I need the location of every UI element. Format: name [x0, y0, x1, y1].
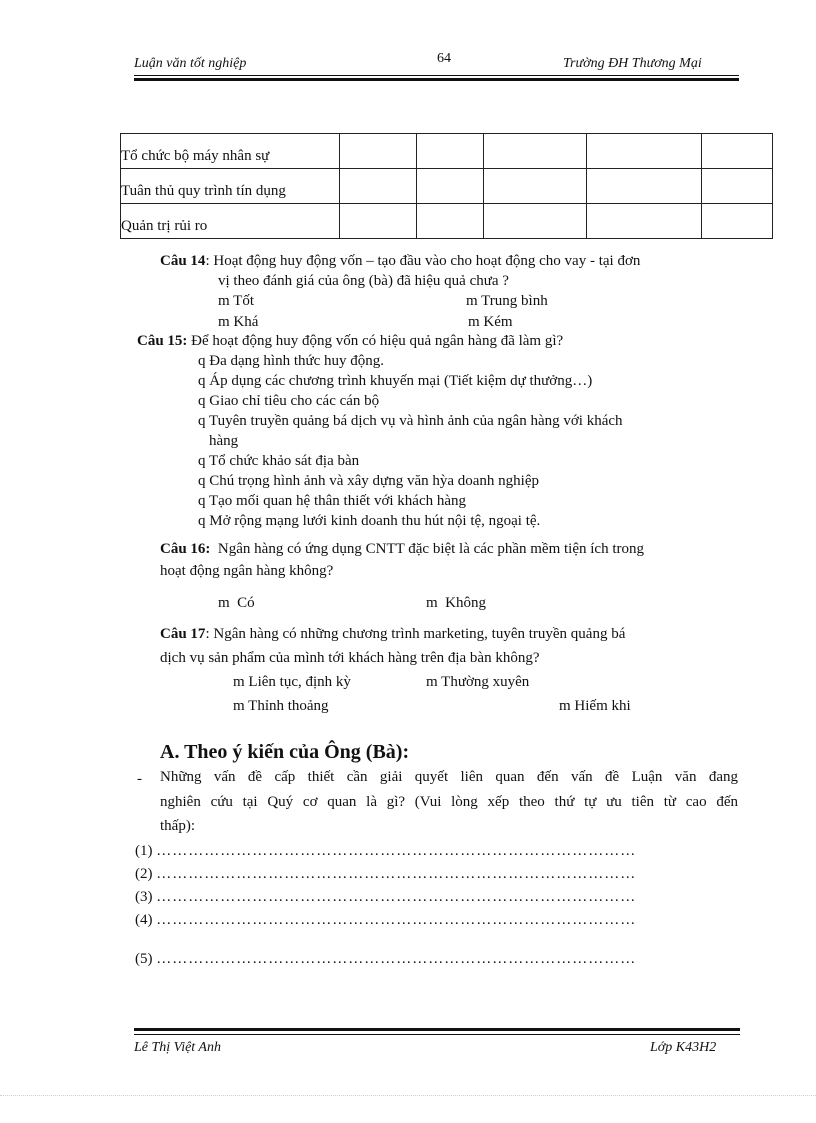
option-label: Khá [233, 314, 259, 330]
radio-icon: m [468, 314, 480, 330]
answer-number: (1) [135, 843, 153, 859]
header-left: Luận văn tốt nghiệp [134, 56, 247, 71]
answer-dots: ……………………………………………………………………………… [156, 951, 637, 967]
answer-dots: ……………………………………………………………………………… [156, 843, 637, 859]
section-a-dash: - [137, 771, 142, 787]
option-label: Kém [483, 314, 513, 330]
checkbox-icon: q [198, 373, 206, 389]
checkbox-icon: q [198, 353, 206, 369]
radio-icon: m [426, 595, 438, 611]
q16-option-khong[interactable] [426, 595, 486, 612]
page-number: 64 [437, 51, 451, 66]
q15-item[interactable] [198, 513, 540, 530]
q14-text1: : Hoạt động huy động vốn – tạo đầu vào cho hoạt động cho vay - tại đơn [205, 253, 641, 269]
table-row [121, 134, 773, 169]
answer-line-3[interactable] [135, 889, 636, 906]
rating-cell[interactable] [702, 204, 773, 239]
item-label: Tuyên truyền quảng bá dịch vụ và hình ảnh của ngân hàng với khách [208, 413, 623, 429]
rating-cell[interactable] [417, 204, 484, 239]
radio-icon: m [218, 314, 230, 330]
item-label: Áp dụng các chương trình khuyến mại (Tiết kiệm dự thưởng…) [209, 373, 593, 389]
q15-item[interactable] [198, 473, 539, 490]
footer-left: Lê Thị Việt Anh [134, 1040, 221, 1055]
q16-line1 [160, 541, 644, 558]
table-row [121, 204, 773, 239]
rating-table [120, 133, 773, 239]
radio-icon: m [466, 293, 478, 309]
q17-option-thinh-thoang[interactable] [233, 698, 329, 715]
checkbox-icon: q [198, 393, 206, 409]
q15-item-continued: hàng [209, 433, 239, 449]
q16-text2: hoạt động ngân hàng không? [160, 563, 334, 579]
q14-line1 [160, 253, 640, 270]
q16-text1: Ngân hàng có ứng dụng CNTT đặc biệt là các phần mềm tiện ích trong [217, 541, 644, 557]
header-rule-thick [134, 78, 739, 81]
rating-cell[interactable] [702, 134, 773, 169]
rating-cell[interactable] [484, 169, 587, 204]
answer-dots: ……………………………………………………………………………… [156, 889, 637, 905]
rating-cell[interactable] [587, 134, 702, 169]
footer-rule-thin [134, 1034, 740, 1035]
option-label: Có [237, 595, 255, 611]
q14-option-tot[interactable] [218, 293, 254, 310]
radio-icon: m [233, 698, 245, 714]
answer-number: (2) [135, 866, 153, 882]
answer-number: (4) [135, 912, 153, 928]
checkbox-icon: q [198, 493, 206, 509]
option-label: Tốt [233, 293, 254, 309]
answer-dots: ……………………………………………………………………………… [156, 912, 637, 928]
item-label: Giao chỉ tiêu cho các cán bộ [209, 393, 380, 409]
option-label: Thỉnh thoảng [248, 698, 329, 714]
q14-option-kha[interactable] [218, 314, 258, 331]
section-a-line2: nghiên cứu tại Quý cơ quan là gì? (Vui lòng xếp theo thứ tự ưu tiên từ cao đến [160, 794, 738, 810]
option-label: Liên tục, định kỳ [248, 674, 351, 690]
q14-option-trung-binh[interactable] [466, 293, 548, 310]
q15-item[interactable] [198, 493, 466, 510]
radio-icon: m [218, 293, 230, 309]
q17-option-hiem-khi[interactable] [559, 698, 631, 715]
q15-text: Để hoạt động huy động vốn có hiệu quả ngân hàng đã làm gì? [191, 333, 564, 349]
rating-cell[interactable] [484, 134, 587, 169]
q15-item[interactable] [198, 393, 379, 410]
checkbox-icon: q [198, 473, 206, 489]
radio-icon: m [559, 698, 571, 714]
rating-cell[interactable] [340, 169, 417, 204]
checkbox-icon: q [198, 513, 206, 529]
q15-item[interactable] [198, 453, 359, 470]
answer-number: (5) [135, 951, 153, 967]
rating-cell[interactable] [417, 134, 484, 169]
section-a-title: A. Theo ý kiến của Ông (Bà): [160, 741, 410, 763]
item-label: Mở rộng mạng lưới kinh doanh thu hút nội tệ, ngoại tệ. [209, 513, 541, 529]
q17-text1: : Ngân hàng có những chương trình marketing, tuyên truyền quảng bá [205, 626, 626, 642]
q15-label: Câu 15: [137, 333, 188, 349]
option-label: Thường xuyên [441, 674, 530, 690]
header-rule-thin [134, 75, 739, 76]
item-label: Tạo mối quan hệ thân thiết với khách hàng [208, 493, 467, 509]
rating-cell[interactable] [484, 204, 587, 239]
q14-text2: vị theo đánh giá của ông (bà) đã hiệu quả chưa ? [218, 273, 509, 289]
q17-label: Câu 17 [160, 626, 206, 642]
q17-option-lien-tuc[interactable] [233, 674, 351, 691]
item-label: Tổ chức khảo sát địa bàn [208, 453, 360, 469]
radio-icon: m [218, 595, 230, 611]
option-label: Không [445, 595, 487, 611]
rating-cell[interactable] [587, 204, 702, 239]
answer-line-4[interactable] [135, 912, 636, 929]
rating-cell[interactable] [340, 204, 417, 239]
rating-cell[interactable] [587, 169, 702, 204]
answer-dots: ……………………………………………………………………………… [156, 866, 637, 882]
q15-item[interactable] [198, 353, 384, 370]
q16-label: Câu 16: [160, 541, 211, 557]
q15-item[interactable] [198, 373, 592, 390]
option-label: Trung bình [481, 293, 548, 309]
radio-icon: m [426, 674, 438, 690]
q17-line1 [160, 626, 625, 643]
item-label: Chú trọng hình ảnh và xây dựng văn hỳa doanh nghiệp [209, 473, 539, 489]
item-label: Đa dạng hình thức huy động. [209, 353, 385, 369]
q17-option-thuong-xuyen[interactable] [426, 674, 529, 691]
section-a-line3: thấp): [160, 818, 195, 834]
header-right: Trường ĐH Thương Mại [563, 56, 702, 71]
table-row-label: Tuân thủ quy trình tín dụng [121, 169, 340, 204]
table-row-label: Quản trị rủi ro [121, 204, 340, 239]
answer-line-5[interactable] [135, 951, 636, 968]
radio-icon: m [233, 674, 245, 690]
footer-right: Lớp K43H2 [650, 1040, 717, 1055]
checkbox-icon: q [198, 453, 206, 469]
q15-item[interactable] [198, 413, 623, 430]
answer-line-2[interactable] [135, 866, 636, 883]
option-label: Hiếm khi [574, 698, 631, 714]
rating-cell[interactable] [702, 169, 773, 204]
q14-label: Câu 14 [160, 253, 206, 269]
rating-cell[interactable] [417, 169, 484, 204]
footer-rule-thick [134, 1028, 740, 1031]
section-a-line1: Những vấn đề cấp thiết cần giải quyết liên quan đến vấn đề Luận văn đang [160, 769, 738, 785]
page-edge-dots [0, 1095, 816, 1096]
q14-option-kem[interactable] [468, 314, 513, 331]
q17-text2: dịch vụ sản phẩm của mình tới khách hàng trên địa bàn không? [160, 650, 540, 666]
q16-option-co[interactable] [218, 595, 255, 612]
q15-line [137, 333, 563, 350]
checkbox-icon: q [198, 413, 206, 429]
rating-cell[interactable] [340, 134, 417, 169]
answer-number: (3) [135, 889, 153, 905]
table-row-label: Tổ chức bộ máy nhân sự [121, 134, 340, 169]
table-row [121, 169, 773, 204]
answer-line-1[interactable] [135, 843, 636, 860]
